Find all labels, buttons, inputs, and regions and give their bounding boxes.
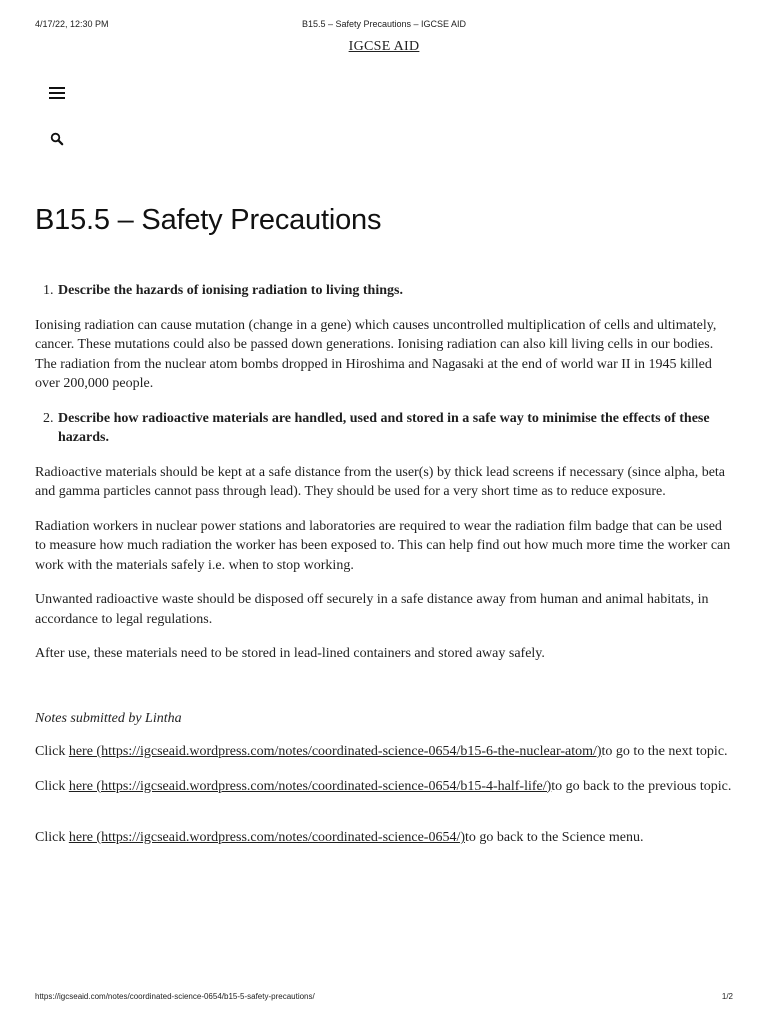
question-number: 2. — [43, 410, 54, 426]
print-footer — [35, 992, 733, 1004]
science-menu-line — [35, 828, 735, 848]
next-topic-link[interactable]: here (https://igcseaid.wordpress.com/notes/coordinated-science-0654/b15-6-the-nuclear-atom/) — [68, 744, 602, 759]
question-text: Describe the hazards of ionising radiation to living things. — [58, 283, 403, 298]
question-1 — [35, 281, 735, 301]
page-title: B15.5 – Safety Precautions — [35, 204, 382, 236]
link-suffix: to go back to the Science menu. — [465, 830, 644, 845]
previous-topic-line — [35, 777, 735, 797]
print-footer-url: https://igcseaid.com/notes/coordinated-science-0654/b15-5-safety-precautions/ — [35, 992, 315, 1001]
print-datetime: 4/17/22, 12:30 PM — [35, 19, 109, 29]
answer-paragraph: After use, these materials need to be stored in lead-lined containers and stored away safely. — [35, 646, 545, 661]
answer-paragraph: Unwanted radioactive waste should be disposed off securely in a safe distance away from human and animal habitats, in accordance to legal regulations. — [35, 592, 709, 627]
page-number: 1/2 — [721, 992, 733, 1001]
link-suffix: to go back to the previous topic. — [551, 778, 732, 794]
answer-paragraph: Radiation workers in nuclear power stations and laboratories are required to wear the radiation film badge that can be used to measure how much radiation the worker has been exposed to. This can help find out how much more time the worker can work with the materials safely i.e. when to stop working. — [35, 518, 731, 573]
print-header — [35, 19, 733, 33]
print-page-title: B15.5 – Safety Precautions – IGCSE AID — [301, 19, 467, 29]
question-number: 1. — [43, 283, 54, 298]
click-prefix: Click — [35, 830, 69, 845]
question-2 — [35, 409, 735, 448]
search-icon[interactable] — [50, 132, 64, 146]
hamburger-menu-icon[interactable] — [49, 87, 65, 100]
link-suffix: to go to the next topic. — [601, 744, 728, 759]
click-prefix: Click — [35, 778, 69, 794]
article-content — [35, 281, 735, 863]
science-menu-link[interactable]: here (https://igcseaid.wordpress.com/notes/coordinated-science-0654/) — [68, 830, 465, 845]
question-text: Describe how radioactive materials are handled, used and stored in a safe way to minimise the effects of these hazards. — [58, 410, 710, 445]
answer-paragraph: Radioactive materials should be kept at a safe distance from the user(s) by thick lead screens if necessary (since alpha, beta and gamma particles cannot pass through lead). They should be used for a very short time as to reduce exposure. — [35, 464, 726, 499]
previous-topic-link[interactable]: here (https://igcseaid.wordpress.com/notes/coordinated-science-0654/b15-4-half-life/) — [68, 778, 552, 794]
site-title-link[interactable]: IGCSE AID — [348, 39, 420, 54]
next-topic-line — [35, 742, 735, 762]
notes-credit: Notes submitted by Lintha — [35, 710, 182, 726]
click-prefix: Click — [35, 744, 69, 759]
answer-paragraph: Ionising radiation can cause mutation (change in a gene) which causes uncontrolled multiplication of cells and ultimately, cancer. These mutations could also be passed down generations. Ionising radiation can also kill living cells in our bodies. The radiation from the nuclear atom bombs dropped in Hiroshima and Nagasaki at the end of world war II in 1945 killed over 200,000 people. — [35, 317, 717, 391]
